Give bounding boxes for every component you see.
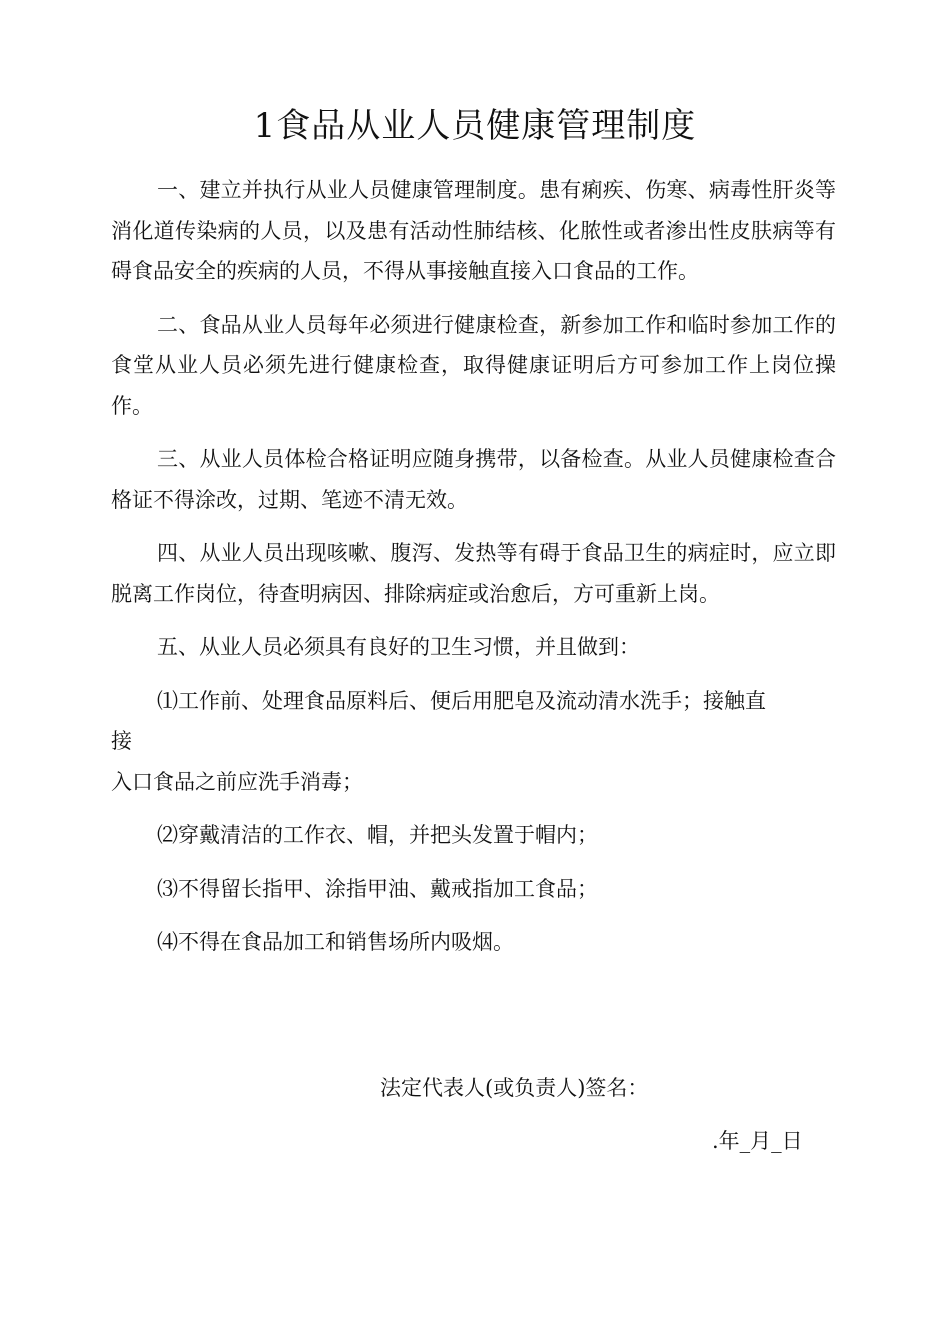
document-body [111, 170, 836, 976]
paragraph-5: 五、从业人员必须具有良好的卫生习惯，并且做到： [157, 635, 640, 659]
paragraph-2: 二、食品从业人员每年必须进行健康检查，新参加工作和临时参加工作的食堂从业人员必须先进行健康检查，取得健康证明后方可参加工作上岗位操作。 [111, 312, 836, 418]
list-item-3: ⑶不得留长指甲、涂指甲油、戴戒指加工食品； [157, 876, 598, 901]
list-item-4: ⑷不得在食品加工和销售场所内吸烟。 [157, 930, 514, 954]
paragraph-3: 三、从业人员体检合格证明应随身携带，以备检查。从业人员健康检查合格证不得涂改，过期、笔迹不清无效。 [111, 447, 836, 512]
date-line: .年_月_日 [712, 1129, 803, 1153]
paragraph-4: 四、从业人员出现咳嗽、腹泻、发热等有碍于食品卫生的病症时，应立即脱离工作岗位，待查明病因、排除病症或治愈后，方可重新上岗。 [111, 541, 836, 606]
list-item-2: ⑵穿戴清洁的工作衣、帽，并把头发置于帽内； [157, 823, 598, 847]
signature-label: 法定代表人(或负责人)签名： [380, 1076, 649, 1100]
list-item-1-line-1: ⑴工作前、处理食品原料后、便后用肥皂及流动清水洗手；接触直 [157, 688, 766, 713]
page-title: 1食品从业人员健康管理制度 [253, 106, 697, 146]
list-item-1-line-2: 接 [111, 729, 132, 753]
list-item-1-line-3: 入口食品之前应洗手消毒； [111, 769, 363, 794]
list-item-1 [111, 681, 836, 803]
paragraph-1: 一、建立并执行从业人员健康管理制度。患有痢疾、伤寒、病毒性肝炎等消化道传染病的人员，以及患有活动性肺结核、化脓性或者渗出性皮肤病等有碍食品安全的疾病的人员，不得从事接触直接入口食品的工作。 [111, 178, 836, 283]
